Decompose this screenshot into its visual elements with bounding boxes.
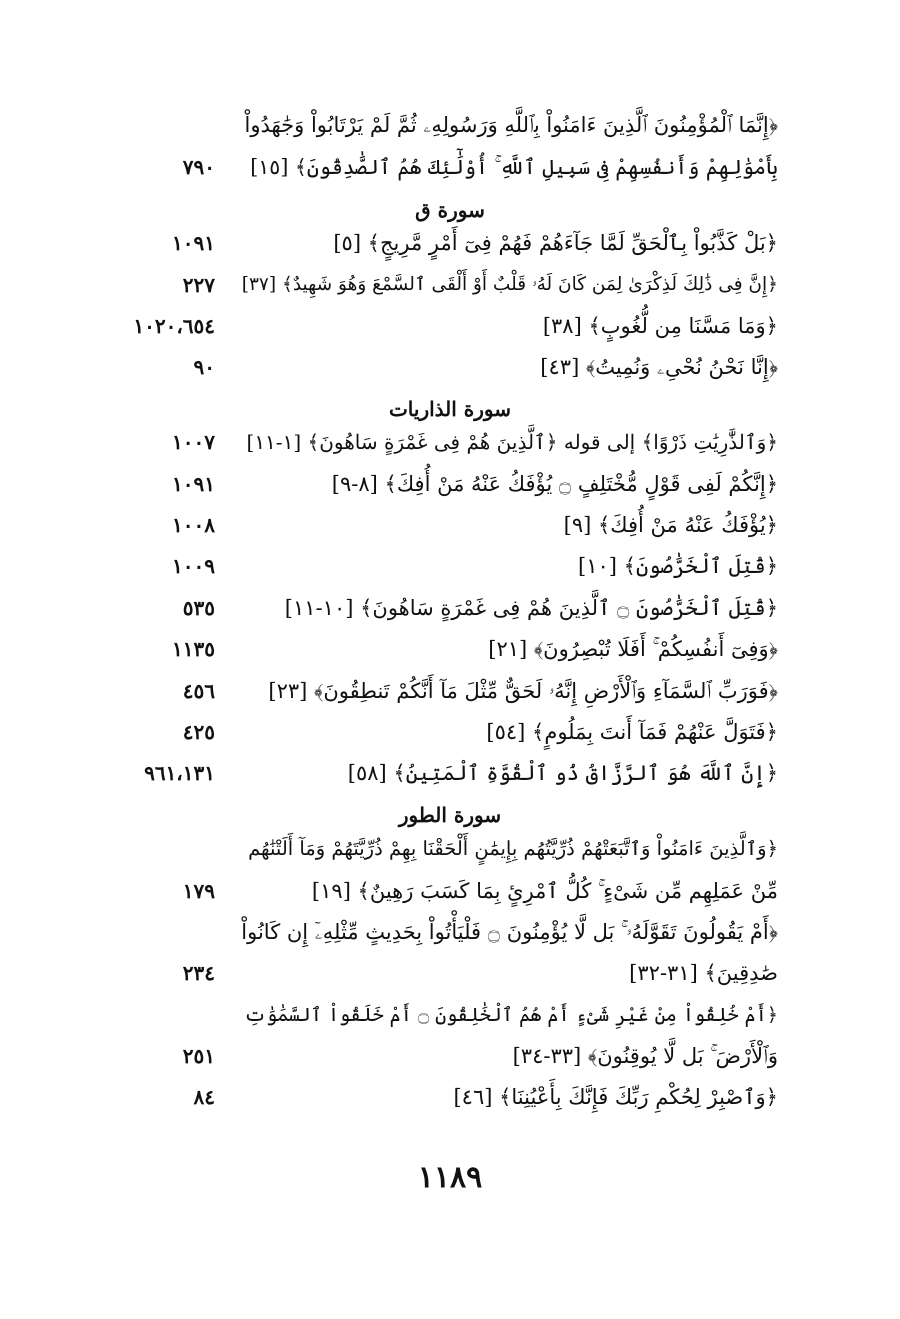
page-reference: ٢٥١ [182, 1044, 215, 1068]
page-reference: ٩٠ [193, 355, 215, 379]
verse-line: مِّنْ عَمَلِهِم مِّن شَىْءٍ ۚ كُلُّ ٱمْرِئٍ بِمَا كَسَبَ رَهِينٌ﴾ [١٩] [311, 879, 778, 903]
verse-line: صَٰدِقِينَ﴾ [٣١-٣٢] [629, 961, 778, 985]
page-reference: ١٧٩ [182, 879, 215, 903]
verse-line: ﴿قُتِلَ ٱلْخَرَّٰصُونَ ۝ ٱلَّذِينَ هُمْ فِى غَمْرَةٍ سَاهُونَ﴾ [١٠-١١] [284, 596, 778, 620]
verse-line: وَٱلْأَرْضَ ۚ بَل لَّا يُوقِنُونَ﴾ [٣٣-٣٤] [512, 1044, 778, 1068]
page-reference: ٩٦١،١٣١ [144, 761, 215, 785]
verse-line: ﴿إِنَّكُمْ لَفِى قَوْلٍ مُّخْتَلِفٍ ۝ يُؤْفَكُ عَنْهُ مَنْ أُفِكَ﴾ [٨-٩] [331, 472, 778, 496]
verse-line: ﴿فَوَرَبِّ ٱلسَّمَآءِ وَٱلْأَرْضِ إِنَّهُۥ لَحَقٌّ مِّثْلَ مَآ أَنَّكُمْ تَنطِقُونَ﴾ [٢٣] [268, 679, 778, 703]
page-reference: ٢٣٤ [182, 961, 215, 985]
verse-line: ﴿أَمْ يَقُولُونَ تَقَوَّلَهُۥ ۚ بَل لَّا يُؤْمِنُونَ ۝ فَلْيَأْتُواْ بِحَدِيثٍ مِّثْلِهِۦٓ إِن كَانُواْ [241, 920, 778, 944]
page-reference: ١١٣٥ [172, 637, 215, 661]
verse-line: ﴿إِنَّا نَحْنُ نُحْىِۦ وَنُمِيتُ﴾ [٤٣] [540, 355, 778, 379]
page-reference: ١٠٩١ [172, 231, 215, 255]
verse-line: ﴿فَتَوَلَّ عَنْهُمْ فَمَآ أَنتَ بِمَلُومٍ﴾ [٥٤] [486, 720, 778, 744]
surah-title: سورة الطور [398, 803, 502, 827]
page-number: ١١٨٩ [417, 1160, 483, 1195]
verse-line: ﴿قُتِلَ ٱلْخَرَّٰصُونَ﴾ [١٠] [578, 554, 778, 578]
page-reference: ١٠٠٩ [172, 554, 215, 578]
verse-line: ﴿إِنَّ فِى ذَٰلِكَ لَذِكْرَىٰ لِمَن كَانَ لَهُۥ قَلْبٌ أَوْ أَلْقَى ٱلسَّمْعَ وَهُوَ شَهِيدٌ﴾ [٣٧] [241, 274, 778, 295]
verse-line: ﴿إِنَّ ٱللَّهَ هُوَ ٱلرَّزَّاقُ ذُو ٱلْقُوَّةِ ٱلْمَتِينُ﴾ [٥٨] [347, 761, 778, 785]
surah-title: سورة ق [415, 198, 485, 222]
page-reference: ٢٢٧ [182, 273, 215, 297]
verse-line: ﴿أَمْ خُلِقُواْ مِنْ غَيْرِ شَىْءٍ أَمْ هُمُ ٱلْخَٰلِقُونَ ۝ أَمْ خَلَقُواْ ٱلسَّمَٰوَٰتِ [243, 1004, 778, 1026]
verse-line: ﴿بَلْ كَذَّبُواْ بِٱلْحَقِّ لَمَّا جَآءَهُمْ فَهُمْ فِىٓ أَمْرٍ مَّرِيجٍ﴾ [٥] [333, 231, 778, 255]
page-reference: ٤٥٦ [182, 679, 215, 703]
page-reference: ١٠٠٧ [172, 430, 215, 454]
verse-line: ﴿إِنَّمَا ٱلْمُؤْمِنُونَ ٱلَّذِينَ ءَامَنُواْ بِٱللَّهِ وَرَسُولِهِۦ ثُمَّ لَمْ يَرْتَابُواْ وَجَٰهَدُواْ [244, 113, 778, 137]
page-reference: ٥٣٥ [182, 596, 215, 620]
page-reference: ٨٤ [193, 1085, 215, 1109]
verse-line: ﴿وَمَا مَسَّنَا مِن لُّغُوبٍ﴾ [٣٨] [542, 314, 778, 338]
verse-line: ﴿يُؤْفَكُ عَنْهُ مَنْ أُفِكَ﴾ [٩] [563, 513, 778, 537]
verse-line: ﴿وَٱلَّذِينَ ءَامَنُواْ وَٱتَّبَعَتْهُمْ ذُرِّيَّتُهُم بِإِيمَٰنٍ أَلْحَقْنَا بِهِمْ ذُرِّيَّتَهُمْ وَمَآ أَلَتْنَٰهُم [248, 837, 778, 860]
verse-line: ﴿وَٱصْبِرْ لِحُكْمِ رَبِّكَ فَإِنَّكَ بِأَعْيُنِنَا﴾ [٤٦] [453, 1085, 778, 1109]
page-reference: ١٠٠٨ [172, 513, 215, 537]
verse-line: ﴿وَٱلذَّٰرِيَٰتِ ذَرْوًا﴾ إلى قوله ﴿ٱلَّذِينَ هُمْ فِى غَمْرَةٍ سَاهُونَ﴾ [١-١١] [246, 430, 778, 454]
surah-title: سورة الذاريات [388, 397, 512, 421]
page-reference: ١٠٢٠،٦٥٤ [133, 314, 215, 338]
page-reference: ١٠٩١ [172, 472, 215, 496]
page-reference: ٤٢٥ [182, 720, 215, 744]
page-reference: ٧٩٠ [182, 155, 215, 179]
verse-line: ﴿وَفِىٓ أَنفُسِكُمْ ۚ أَفَلَا تُبْصِرُونَ﴾ [٢١] [488, 637, 778, 661]
verse-line: بِأَمْوَٰلِهِمْ وَأَنفُسِهِمْ فِى سَبِيلِ ٱللَّهِ ۚ أُوْلَٰٓئِكَ هُمُ ٱلصَّٰدِقُونَ﴾ [١٥] [250, 155, 778, 179]
